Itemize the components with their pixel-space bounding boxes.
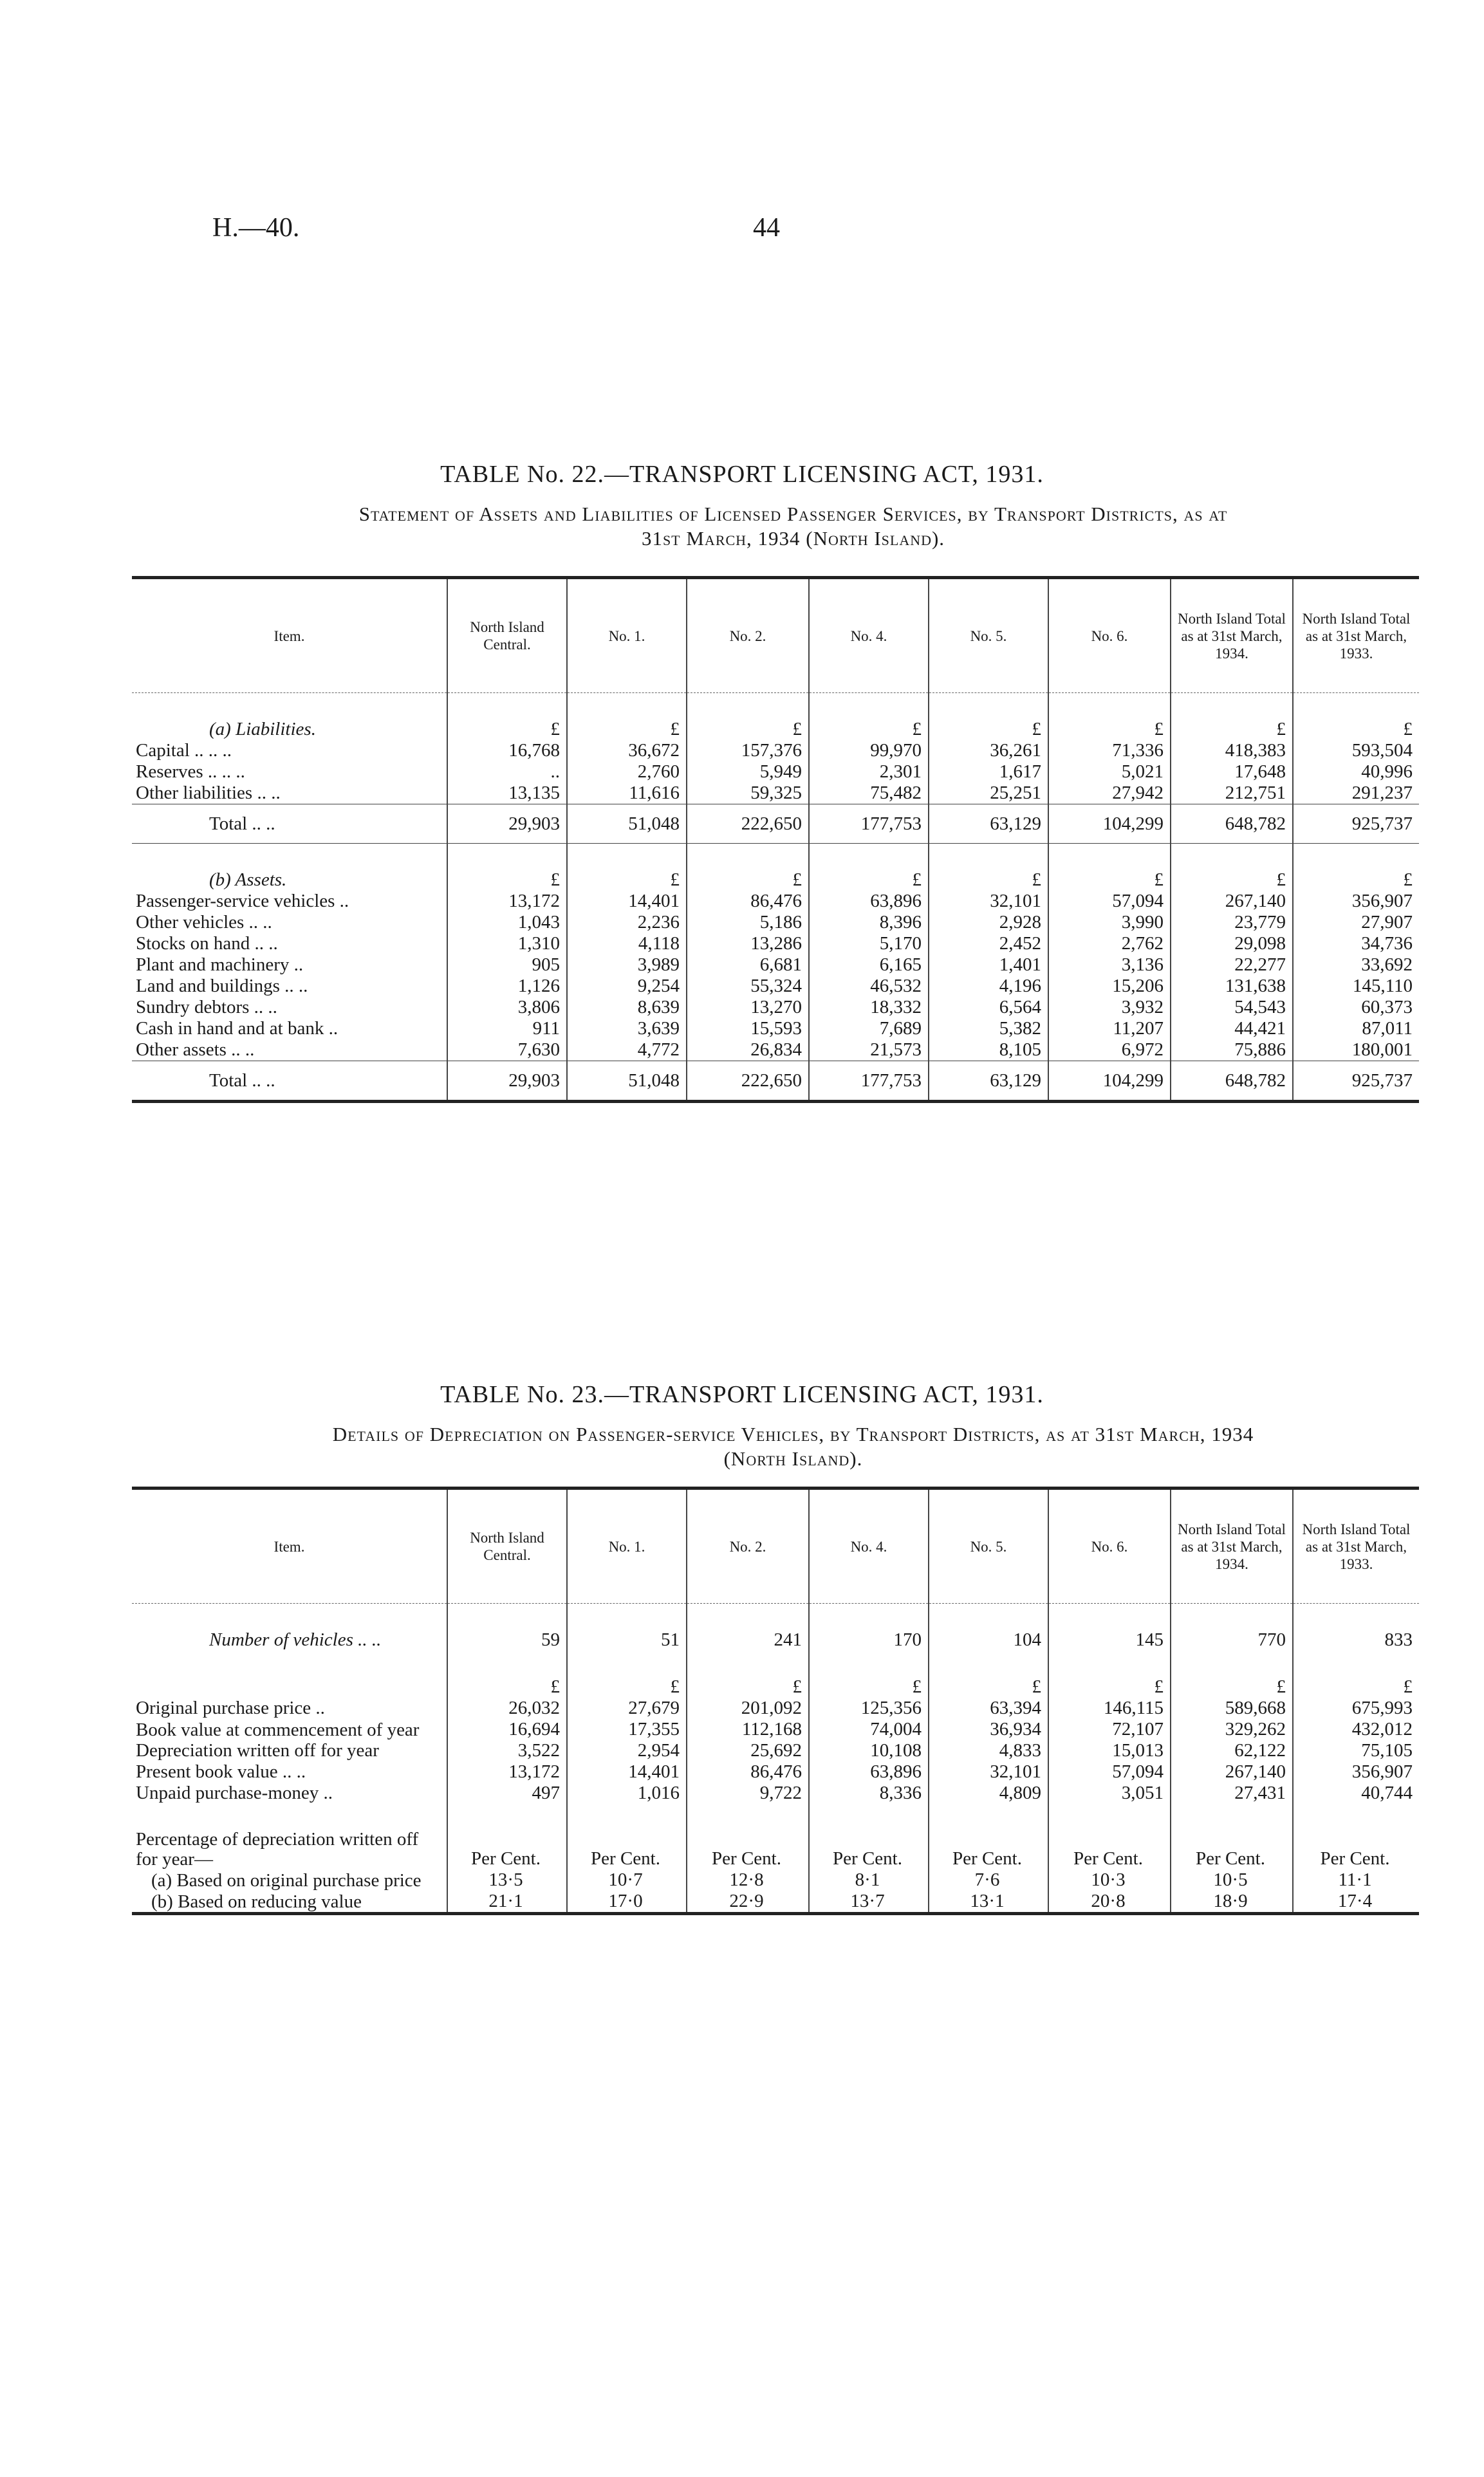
cell-value: 63,394 [929,1698,1048,1719]
table-23 [132,1487,1419,1915]
cell-value: 3,806 [447,997,567,1018]
table-row [132,997,1419,1018]
cell-value: 10,108 [809,1740,929,1761]
row-label: Passenger-service vehicles .. [136,891,349,911]
cell-value: 17,648 [1171,761,1293,783]
cell-value: 23,779 [1171,912,1293,933]
cell-value: 146,115 [1048,1698,1171,1719]
cell-value: 905 [447,954,567,976]
currency-symbol: £ [1171,1651,1293,1698]
table-row [132,1891,1419,1914]
table-23-subtitle-line-2: (North Island). [723,1447,863,1470]
cell-value: 34,736 [1293,933,1419,954]
table-23-header-row [132,1489,1419,1604]
cell-value: 180,001 [1293,1039,1419,1061]
assets-total-row [132,1061,1419,1102]
cell-value: 925,737 [1293,1061,1419,1102]
cell-value: 9,722 [687,1783,809,1804]
row-label: (b) Based on reducing value [151,1891,362,1912]
table-row [132,1018,1419,1039]
column-header-no5: No. 5. [929,578,1048,693]
column-header-no6: No. 6. [1048,578,1171,693]
cell-value: 20·8 [1048,1891,1171,1914]
cell-value: 2,954 [567,1740,687,1761]
cell-value: 2,236 [567,912,687,933]
row-label: Original purchase price .. [136,1698,325,1718]
cell-value: 3,136 [1048,954,1171,976]
cell-value: 15,013 [1048,1740,1171,1761]
cell-value: 13,286 [687,933,809,954]
currency-symbol: £ [1293,844,1419,891]
cell-value: 6,681 [687,954,809,976]
row-label: Other liabilities .. .. [136,783,281,803]
row-label: Total .. .. [132,804,447,844]
cell-value: 21·1 [447,1891,567,1914]
currency-symbol: £ [809,693,929,741]
cell-value: 6,165 [809,954,929,976]
table-22-subtitle-line-1: Statement of Assets and Liabilities of Licensed Passenger Services, by Transport Districts, as at [358,503,1228,525]
cell-value: 74,004 [809,1719,929,1740]
cell-value: 99,970 [809,740,929,761]
column-header-no4: No. 4. [809,1489,929,1604]
currency-symbol: £ [687,693,809,741]
row-label: Cash in hand and at bank .. [136,1018,339,1039]
cell-value: 4,772 [567,1039,687,1061]
cell-value: 72,107 [1048,1719,1171,1740]
column-header-no4: No. 4. [809,578,929,693]
cell-value: 267,140 [1171,1761,1293,1783]
per-cent-unit: Per Cent. [1171,1804,1293,1869]
cell-value: 1,401 [929,954,1048,976]
cell-value: 29,903 [447,1061,567,1102]
currency-row [132,1651,1419,1698]
cell-value: 222,650 [687,1061,809,1102]
currency-symbol: £ [1293,693,1419,741]
cell-value: 51 [567,1604,687,1651]
cell-value: 7,689 [809,1018,929,1039]
cell-value: 356,907 [1293,891,1419,912]
cell-value: 17·0 [567,1891,687,1914]
cell-value: 4,196 [929,976,1048,997]
vehicles-row [132,1604,1419,1651]
cell-value: 32,101 [929,891,1048,912]
cell-value: 6,972 [1048,1039,1171,1061]
cell-value: 25,251 [929,783,1048,804]
cell-value: 16,768 [447,740,567,761]
row-label: Present book value .. .. [136,1761,306,1782]
cell-value: 15,593 [687,1018,809,1039]
liabilities-rows [132,740,1419,804]
currency-symbol: £ [809,1651,929,1698]
cell-value: 2,452 [929,933,1048,954]
percentage-heading: Percentage of depreciation written off for year— [136,1829,419,1869]
cell-value: 8,336 [809,1783,929,1804]
cell-value: 6,564 [929,997,1048,1018]
table-22-header-row [132,578,1419,693]
cell-value: 418,383 [1171,740,1293,761]
table-row [132,976,1419,997]
cell-value: 157,376 [687,740,809,761]
cell-value: 104,299 [1048,804,1171,844]
currency-symbol: £ [447,844,567,891]
cell-value: 11·1 [1293,1869,1419,1891]
cell-value: .. [447,761,567,783]
assets-heading-row [132,844,1419,891]
cell-value: 75,886 [1171,1039,1293,1061]
per-cent-unit: Per Cent. [809,1804,929,1869]
table-row [132,912,1419,933]
cell-value: 15,206 [1048,976,1171,997]
cell-value: 3,932 [1048,997,1171,1018]
cell-value: 497 [447,1783,567,1804]
cell-value: 770 [1171,1604,1293,1651]
column-header-total-1934: North Island Total as at 31st March, 1934. [1171,578,1293,693]
cell-value: 675,993 [1293,1698,1419,1719]
cell-value: 13·5 [447,1869,567,1891]
cell-value: 13,172 [447,891,567,912]
cell-value: 46,532 [809,976,929,997]
table-row [132,1869,1419,1891]
cell-value: 3,989 [567,954,687,976]
cell-value: 8,639 [567,997,687,1018]
cell-value: 22,277 [1171,954,1293,976]
cell-value: 63,896 [809,1761,929,1783]
table-row [132,933,1419,954]
table-22 [132,576,1419,1103]
cell-value: 27,942 [1048,783,1171,804]
cell-value: 17·4 [1293,1891,1419,1914]
currency-symbol: £ [1171,844,1293,891]
cell-value: 25,692 [687,1740,809,1761]
page-number: 44 [753,213,780,243]
cell-value: 63,129 [929,804,1048,844]
document-reference: H.—40. [212,213,300,243]
cell-value: 75,105 [1293,1740,1419,1761]
cell-value: 2,762 [1048,933,1171,954]
cell-value: 57,094 [1048,1761,1171,1783]
cell-value: 9,254 [567,976,687,997]
cell-value: 3,522 [447,1740,567,1761]
table-row [132,740,1419,761]
cell-value: 10·7 [567,1869,687,1891]
table-row [132,783,1419,804]
cell-value: 131,638 [1171,976,1293,997]
table-23-subtitle [164,1422,1422,1471]
cell-value: 27,679 [567,1698,687,1719]
column-header-no5: No. 5. [929,1489,1048,1604]
table-23-title: TABLE No. 23.—TRANSPORT LICENSING ACT, 1931. [440,1381,1044,1408]
cell-value: 22·9 [687,1891,809,1914]
cell-value: 18,332 [809,997,929,1018]
percentage-rows [132,1869,1419,1914]
table-row [132,1698,1419,1719]
cell-value: 8,105 [929,1039,1048,1061]
currency-symbol: £ [1048,1651,1171,1698]
cell-value: 86,476 [687,891,809,912]
cell-value: 51,048 [567,1061,687,1102]
table-22-subtitle [164,502,1422,551]
cell-value: 104,299 [1048,1061,1171,1102]
row-label: Stocks on hand .. .. [136,933,278,954]
cell-value: 145,110 [1293,976,1419,997]
cell-value: 13,270 [687,997,809,1018]
per-cent-unit: Per Cent. [1293,1804,1419,1869]
cell-value: 911 [447,1018,567,1039]
cell-value: 11,616 [567,783,687,804]
cell-value: 14,401 [567,1761,687,1783]
cell-value: 57,094 [1048,891,1171,912]
cell-value: 7·6 [929,1869,1048,1891]
cell-value: 8·1 [809,1869,929,1891]
cell-value: 170 [809,1604,929,1651]
per-cent-unit: Per Cent. [687,1804,809,1869]
cell-value: 1,617 [929,761,1048,783]
cell-value: 13·7 [809,1891,929,1914]
currency-symbol: £ [687,1651,809,1698]
row-label: Depreciation written off for year [136,1740,379,1761]
cell-value: 32,101 [929,1761,1048,1783]
cell-value: 5,170 [809,933,929,954]
cell-value: 51,048 [567,804,687,844]
column-header-no1: No. 1. [567,1489,687,1604]
row-label: Number of vehicles .. .. [209,1629,382,1650]
table-row [132,1783,1419,1804]
cell-value: 5,186 [687,912,809,933]
cell-value: 13·1 [929,1891,1048,1914]
cell-value: 125,356 [809,1698,929,1719]
cell-value: 16,694 [447,1719,567,1740]
cell-value: 3,051 [1048,1783,1171,1804]
per-cent-unit: Per Cent. [929,1804,1048,1869]
cell-value: 1,043 [447,912,567,933]
cell-value: 593,504 [1293,740,1419,761]
row-label: Other assets .. .. [136,1039,255,1060]
row-label: Unpaid purchase-money .. [136,1783,333,1803]
per-cent-unit: Per Cent. [447,1804,567,1869]
liabilities-heading-row [132,693,1419,741]
cell-value: 27,431 [1171,1783,1293,1804]
per-cent-unit: Per Cent. [567,1804,687,1869]
currency-symbol: £ [1048,844,1171,891]
cell-value: 925,737 [1293,804,1419,844]
cell-value: 59,325 [687,783,809,804]
cell-value: 63,129 [929,1061,1048,1102]
table-row [132,1740,1419,1761]
cell-value: 291,237 [1293,783,1419,804]
column-header-no2: No. 2. [687,578,809,693]
cell-value: 29,098 [1171,933,1293,954]
cell-value: 589,668 [1171,1698,1293,1719]
cell-value: 36,261 [929,740,1048,761]
row-label: Capital .. .. .. [136,740,232,761]
currency-symbol: £ [447,1651,567,1698]
cell-value: 2,928 [929,912,1048,933]
depreciation-money-rows [132,1698,1419,1804]
currency-symbol: £ [1293,1651,1419,1698]
cell-value: 201,092 [687,1698,809,1719]
cell-value: 10·5 [1171,1869,1293,1891]
column-header-item: Item. [132,578,447,693]
cell-value: 8,396 [809,912,929,933]
cell-value: 55,324 [687,976,809,997]
table-row [132,1719,1419,1740]
cell-value: 1,310 [447,933,567,954]
currency-symbol: £ [809,844,929,891]
table-row [132,891,1419,912]
table-22-title: TABLE No. 22.—TRANSPORT LICENSING ACT, 1931. [440,461,1044,488]
cell-value: 40,996 [1293,761,1419,783]
cell-value: 36,672 [567,740,687,761]
currency-symbol: £ [567,844,687,891]
cell-value: 13,135 [447,783,567,804]
row-label: Sundry debtors .. .. [136,997,277,1017]
cell-value: 267,140 [1171,891,1293,912]
cell-value: 44,421 [1171,1018,1293,1039]
cell-value: 356,907 [1293,1761,1419,1783]
cell-value: 26,032 [447,1698,567,1719]
cell-value: 11,207 [1048,1018,1171,1039]
currency-symbol: £ [447,693,567,741]
currency-symbol: £ [567,1651,687,1698]
cell-value: 14,401 [567,891,687,912]
table-row [132,761,1419,783]
currency-symbol: £ [929,1651,1048,1698]
table-22-subtitle-line-2: 31st March, 1934 (North Island). [641,527,945,550]
cell-value: 5,021 [1048,761,1171,783]
cell-value: 12·8 [687,1869,809,1891]
cell-value: 177,753 [809,804,929,844]
cell-value: 177,753 [809,1061,929,1102]
liabilities-total-row [132,804,1419,844]
cell-value: 329,262 [1171,1719,1293,1740]
cell-value: 648,782 [1171,804,1293,844]
cell-value: 36,934 [929,1719,1048,1740]
cell-value: 648,782 [1171,1061,1293,1102]
cell-value: 59 [447,1604,567,1651]
cell-value: 27,907 [1293,912,1419,933]
cell-value: 4,833 [929,1740,1048,1761]
cell-value: 5,949 [687,761,809,783]
cell-value: 18·9 [1171,1891,1293,1914]
cell-value: 7,630 [447,1039,567,1061]
table-23-subtitle-line-1: Details of Depreciation on Passenger-service Vehicles, by Transport Districts, as at 31st March, 1934 [332,1423,1254,1445]
assets-rows [132,891,1419,1061]
cell-value: 2,301 [809,761,929,783]
currency-symbol: £ [1171,693,1293,741]
currency-symbol: £ [929,844,1048,891]
row-label: (a) Based on original purchase price [151,1870,422,1891]
table-row [132,954,1419,976]
column-header-central: North Island Central. [447,1489,567,1604]
cell-value: 87,011 [1293,1018,1419,1039]
currency-symbol: £ [567,693,687,741]
cell-value: 4,809 [929,1783,1048,1804]
cell-value: 54,543 [1171,997,1293,1018]
currency-symbol: £ [929,693,1048,741]
table-row [132,1761,1419,1783]
column-header-total-1933: North Island Total as at 31st March, 1933. [1293,578,1419,693]
cell-value: 222,650 [687,804,809,844]
per-cent-unit: Per Cent. [1048,1804,1171,1869]
cell-value: 40,744 [1293,1783,1419,1804]
currency-symbol: £ [687,844,809,891]
cell-value: 60,373 [1293,997,1419,1018]
cell-value: 2,760 [567,761,687,783]
column-header-total-1934: North Island Total as at 31st March, 1934. [1171,1489,1293,1604]
cell-value: 26,834 [687,1039,809,1061]
row-label: Total .. .. [132,1061,447,1102]
cell-value: 1,126 [447,976,567,997]
column-header-total-1933: North Island Total as at 31st March, 1933. [1293,1489,1419,1604]
cell-value: 833 [1293,1604,1419,1651]
row-label: Plant and machinery .. [136,954,304,975]
column-header-central: North Island Central. [447,578,567,693]
percentage-heading-row [132,1804,1419,1869]
row-label: Book value at commencement of year [136,1720,420,1740]
assets-heading: (b) Assets. [209,869,287,890]
cell-value: 3,639 [567,1018,687,1039]
cell-value: 21,573 [809,1039,929,1061]
cell-value: 3,990 [1048,912,1171,933]
cell-value: 33,692 [1293,954,1419,976]
column-header-item: Item. [132,1489,447,1604]
cell-value: 4,118 [567,933,687,954]
column-header-no2: No. 2. [687,1489,809,1604]
cell-value: 17,355 [567,1719,687,1740]
currency-symbol: £ [1048,693,1171,741]
cell-value: 62,122 [1171,1740,1293,1761]
cell-value: 10·3 [1048,1869,1171,1891]
cell-value: 75,482 [809,783,929,804]
cell-value: 1,016 [567,1783,687,1804]
cell-value: 145 [1048,1604,1171,1651]
cell-value: 5,382 [929,1018,1048,1039]
liabilities-heading: (a) Liabilities. [209,719,316,739]
column-header-no6: No. 6. [1048,1489,1171,1604]
cell-value: 104 [929,1604,1048,1651]
cell-value: 241 [687,1604,809,1651]
cell-value: 13,172 [447,1761,567,1783]
row-label: Land and buildings .. .. [136,976,308,996]
cell-value: 432,012 [1293,1719,1419,1740]
column-header-no1: No. 1. [567,578,687,693]
cell-value: 63,896 [809,891,929,912]
cell-value: 71,336 [1048,740,1171,761]
cell-value: 29,903 [447,804,567,844]
cell-value: 86,476 [687,1761,809,1783]
row-label: Reserves .. .. .. [136,761,245,782]
cell-value: 112,168 [687,1719,809,1740]
table-row [132,1039,1419,1061]
cell-value: 212,751 [1171,783,1293,804]
row-label: Other vehicles .. .. [136,912,272,932]
